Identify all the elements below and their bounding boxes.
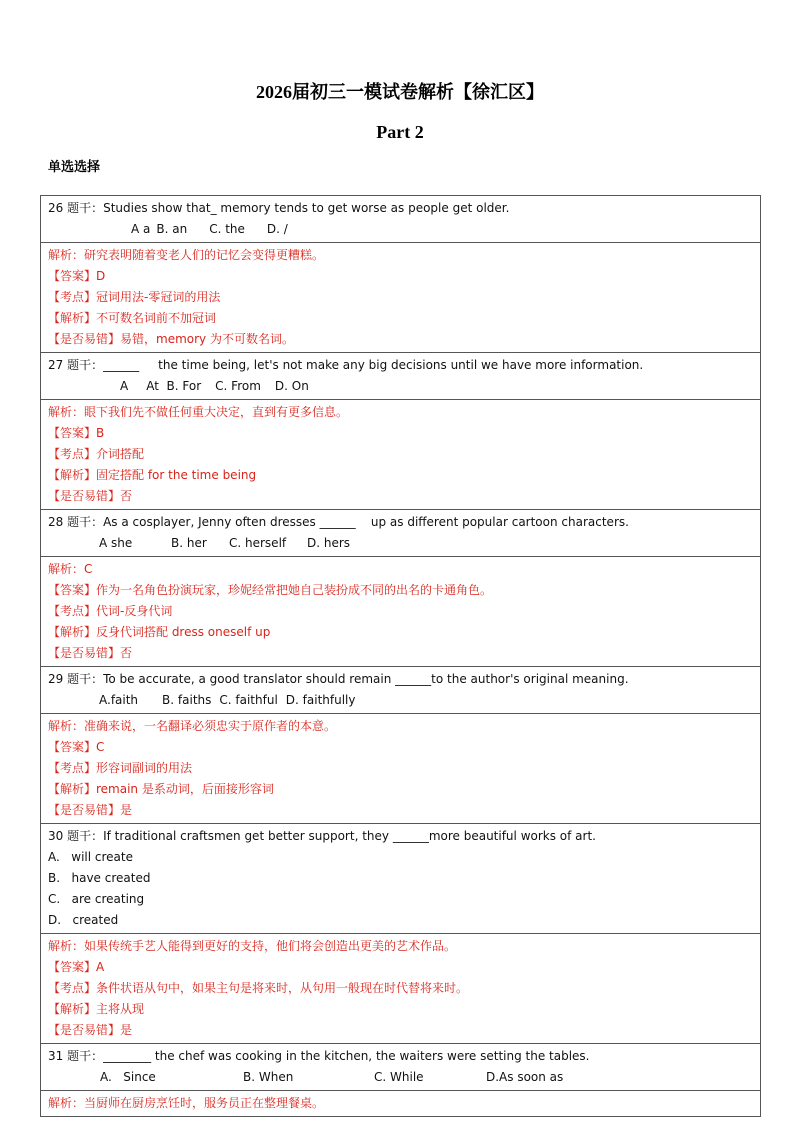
analysis-line: 解析：准确来说，一名翻译必须忠实于原作者的本意。 [48, 719, 337, 733]
question-cell [41, 196, 760, 243]
explanation-line: 【解析】固定搭配 for the time being [48, 468, 257, 482]
question-stem: 30 题干：If traditional craftsmen get better support, they ______more beautiful works of art. [48, 829, 596, 843]
answer-line: 【答案】D [48, 269, 106, 283]
analysis-cell [41, 934, 760, 1044]
answer-line: 【答案】A [48, 960, 105, 974]
option: B. her [171, 536, 207, 550]
option: C. faithful [219, 693, 278, 707]
option: B. an [156, 222, 188, 236]
explanation-line: 【解析】remain 是系动词，后面接形容词 [48, 782, 274, 796]
question-stem: 28 题干：As a cosplayer, Jenny often dresses ______ up as different popular cartoon characters. [48, 515, 629, 529]
analysis-line: 解析：如果传统手艺人能得到更好的支持，他们将会创造出更美的艺术作品。 [48, 939, 457, 953]
analysis-line: 解析：研究表明随着变老人们的记忆会变得更糟糕。 [48, 248, 325, 262]
question-cell [41, 667, 760, 714]
error-prone-line: 【是否易错】易错，memory 为不可数名词。 [48, 332, 294, 346]
option: B. When [243, 1070, 294, 1084]
topic-line: 【考点】介词搭配 [48, 447, 145, 461]
option: A she [99, 536, 133, 550]
explanation-line: 【解析】反身代词搭配 dress oneself up [48, 625, 271, 639]
option: A a [131, 222, 151, 236]
section-heading: 单选选择 [48, 160, 101, 175]
topic-line: 【考点】条件状语从句中，如果主句是将来时，从句用一般现在时代替将来时。 [48, 981, 469, 995]
analysis-line: 解析：C [48, 562, 93, 576]
question-cell [41, 510, 760, 557]
analysis-cell [41, 1091, 760, 1117]
page-title: 2026届初三一模试卷解析【徐汇区】 [256, 82, 544, 102]
topic-line: 【考点】冠词用法-零冠词的用法 [48, 290, 221, 304]
option-row [48, 376, 754, 397]
option: C. While [374, 1070, 424, 1084]
question-cell [41, 824, 760, 934]
explanation-line: 【解析】主将从现 [48, 1002, 145, 1016]
explanation-line: 【解析】不可数名词前不加冠词 [48, 311, 217, 325]
question-stem: 27 题干：______ the time being, let's not make any big decisions until we have more information. [48, 358, 644, 372]
option: C. From [215, 379, 261, 393]
question-cell [41, 353, 760, 400]
question-table [40, 195, 761, 1117]
option: B. have created [48, 871, 151, 885]
analysis-cell [41, 243, 760, 353]
analysis-line: 解析：当厨师在厨房烹饪时，服务员正在整理餐桌。 [48, 1096, 325, 1110]
analysis-line: 解析：眼下我们先不做任何重大决定，直到有更多信息。 [48, 405, 349, 419]
option: A. Since [100, 1070, 156, 1084]
question-cell [41, 1044, 760, 1091]
option: D. hers [307, 536, 351, 550]
answer-line: 【答案】B [48, 426, 105, 440]
error-prone-line: 【是否易错】否 [48, 646, 133, 660]
option: B. faiths [162, 693, 212, 707]
option: A. will create [48, 850, 133, 864]
option: D. faithfully [285, 693, 356, 707]
option: C. the [209, 222, 245, 236]
option: D.As soon as [486, 1070, 564, 1084]
option: D. On [274, 379, 309, 393]
analysis-cell [41, 400, 760, 510]
answer-line: 【答案】作为一名角色扮演玩家，珍妮经常把她自己装扮成不同的出名的卡通角色。 [48, 583, 493, 597]
question-stem: 31 题干：________ the chef was cooking in the kitchen, the waiters were setting the tables. [48, 1049, 590, 1063]
analysis-cell [41, 714, 760, 824]
option-row [48, 219, 754, 240]
option: D. created [48, 913, 119, 927]
option: A [120, 379, 129, 393]
option-row [48, 690, 754, 711]
option: A.faith [99, 693, 139, 707]
question-stem: 26 题干：Studies show that_ memory tends to get worse as people get older. [48, 201, 510, 215]
error-prone-line: 【是否易错】是 [48, 1023, 133, 1037]
answer-line: 【答案】C [48, 740, 105, 754]
option-row [48, 533, 754, 554]
analysis-cell [41, 557, 760, 667]
option: C. are creating [48, 892, 145, 906]
option: At B. For [146, 379, 202, 393]
option: D. / [266, 222, 288, 236]
part-heading: Part 2 [376, 122, 424, 142]
question-stem: 29 题干：To be accurate, a good translator should remain ______to the author's original meaning. [48, 672, 629, 686]
option: C. herself [229, 536, 287, 550]
topic-line: 【考点】代词-反身代词 [48, 604, 173, 618]
error-prone-line: 【是否易错】是 [48, 803, 133, 817]
option-row [48, 1067, 754, 1088]
error-prone-line: 【是否易错】否 [48, 489, 133, 503]
topic-line: 【考点】形容词副词的用法 [48, 761, 193, 775]
